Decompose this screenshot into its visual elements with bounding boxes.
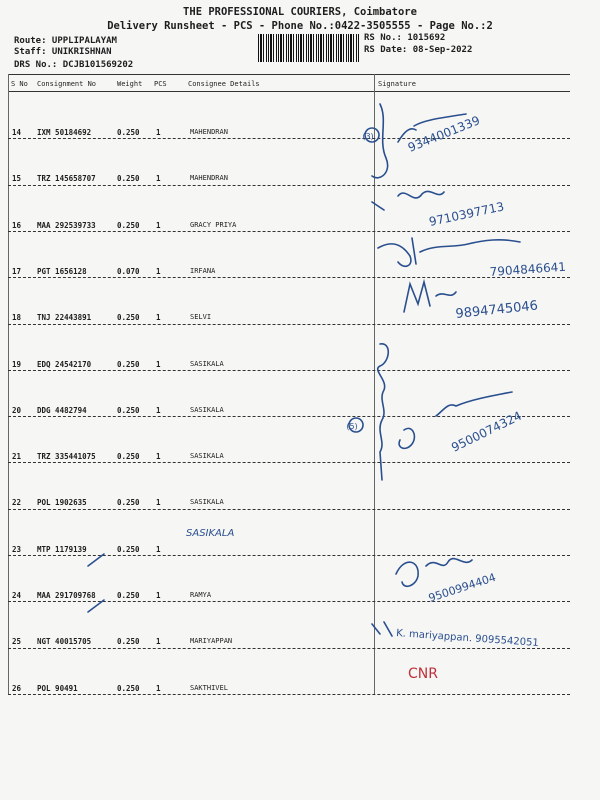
row-divider: [8, 324, 570, 325]
document-title: THE PROFESSIONAL COURIERS, Coimbatore: [183, 6, 417, 18]
row-consignee: MAHENDRAN: [190, 128, 228, 136]
row-divider: [8, 601, 570, 602]
row-pcs: 1: [156, 498, 161, 508]
handwritten-name-phone: K. mariyappan. 9095542051: [395, 628, 540, 649]
col-header-signature: Signature: [378, 80, 416, 88]
row-weight: 0.250: [117, 405, 140, 415]
col-header-pcs: PCS: [154, 80, 167, 88]
row-divider: [8, 462, 570, 463]
row-consignee: SASIKALA: [190, 405, 224, 414]
handwritten-circled-number: (5): [346, 422, 358, 431]
row-sno: 22: [12, 498, 22, 508]
row-divider: [8, 277, 570, 278]
row-consignee: MARIYAPPAN: [190, 637, 233, 646]
row-consignment: DDG 4482794: [37, 405, 87, 415]
row-consignment: MAA 291709768: [37, 591, 96, 600]
row-consignee: MAHENDRAN: [190, 174, 228, 183]
row-sno: 21: [12, 452, 22, 462]
handwritten-phone: 9894745046: [454, 298, 539, 322]
row-weight: 0.250: [117, 174, 140, 184]
row-sno: 18: [12, 313, 22, 323]
handwritten-circled-number: (3): [362, 132, 374, 141]
row-consignment: TNJ 22443891: [37, 313, 92, 323]
col-header-sno: S No: [11, 80, 28, 88]
row-pcs: 1: [156, 174, 161, 184]
signature-stroke: [399, 392, 512, 448]
row-consignee: SASIKALA: [190, 452, 224, 461]
signature-stroke: [372, 622, 392, 636]
row-consignment: IXM 50184692: [37, 128, 92, 137]
row-divider: [8, 370, 570, 371]
row-weight: 0.070: [117, 266, 140, 276]
row-sno: 25: [12, 637, 22, 647]
row-consignee: SELVI: [190, 313, 212, 322]
handwritten-phone: 9500994404: [426, 570, 498, 605]
handwritten-name: SASIKALA: [186, 528, 235, 539]
row-weight: 0.250: [117, 359, 140, 369]
row-divider: [8, 694, 570, 695]
handwritten-cnr-mark: CNR: [408, 666, 438, 682]
row-divider: [8, 138, 570, 139]
row-consignee: GRACY PRIYA: [190, 220, 237, 229]
row-pcs: 1: [156, 313, 161, 323]
row-pcs: 1: [156, 452, 161, 462]
row-pcs: 1: [156, 683, 161, 693]
row-weight: 0.250: [117, 637, 140, 647]
row-consignee: IRFANA: [190, 266, 216, 275]
signature-stroke: [378, 344, 389, 480]
row-sno: 16: [12, 220, 22, 230]
row-divider: [8, 509, 570, 510]
row-sno: 17: [12, 266, 22, 276]
row-sno: 26: [12, 683, 22, 693]
row-consignment: POL 90491: [37, 683, 78, 693]
row-consignment: MAA 292539733: [37, 220, 96, 230]
row-weight: 0.250: [117, 544, 140, 554]
row-weight: 0.250: [117, 452, 140, 462]
signature-stroke: [372, 191, 444, 210]
row-pcs: 1: [156, 128, 161, 137]
handwritten-phone: 9500074324: [449, 408, 524, 455]
rs-number: RS No.: 1015692: [364, 33, 446, 43]
handwritten-phone: 9344001339: [405, 113, 482, 155]
row-consignment: NGT 40015705: [37, 637, 92, 647]
drs-number: DRS No.: DCJB101569202: [14, 60, 134, 70]
row-divider: [8, 416, 570, 417]
signature-stroke: [378, 238, 520, 266]
table-header-border: [8, 91, 570, 92]
handwritten-phone: 9710397713: [427, 199, 506, 229]
col-header-consignment: Consignment No: [37, 80, 97, 88]
row-consignee: SASIKALA: [190, 359, 224, 368]
row-pcs: 1: [156, 359, 161, 369]
row-sno: 23: [12, 544, 22, 554]
row-consignment: EDQ 24542170: [37, 359, 92, 369]
row-weight: 0.250: [117, 498, 140, 508]
encircled-mark: [365, 128, 379, 142]
encircled-mark: [349, 418, 363, 432]
row-consignment: POL 1902635: [37, 498, 87, 508]
row-sno: 24: [12, 591, 22, 600]
row-pcs: 1: [156, 405, 161, 415]
row-sno: 19: [12, 359, 22, 369]
row-divider: [8, 231, 570, 232]
route-label: Route: UPPLIPALAYAM: [14, 36, 117, 46]
runsheet-subtitle: Delivery Runsheet - PCS - Phone No.:0422-3505555 - Page No.:2: [107, 20, 493, 32]
row-divider: [8, 648, 570, 649]
row-weight: 0.250: [117, 683, 140, 693]
col-header-weight: Weight: [117, 80, 143, 88]
row-weight: 0.250: [117, 128, 140, 137]
signature-stroke: [404, 282, 456, 312]
row-consignment: PGT 1656128: [37, 266, 87, 276]
rs-date: RS Date: 08-Sep-2022: [364, 45, 473, 55]
row-pcs: 1: [156, 637, 161, 647]
col-header-consignee: Consignee Details: [188, 80, 260, 88]
row-sno: 20: [12, 405, 22, 415]
row-sno: 15: [12, 174, 22, 184]
row-sno: 14: [12, 128, 22, 137]
row-pcs: 1: [156, 544, 161, 554]
barcode: [258, 34, 360, 62]
signature-stroke: [396, 559, 472, 587]
row-weight: 0.250: [117, 591, 140, 600]
row-weight: 0.250: [117, 313, 140, 323]
table-top-border: [8, 74, 570, 75]
row-consignment: MTP 1179139: [37, 544, 87, 554]
handwritten-phone: 7904846641: [489, 259, 567, 279]
row-consignment: TRZ 145658707: [37, 174, 96, 184]
row-divider: [8, 185, 570, 186]
row-weight: 0.250: [117, 220, 140, 230]
row-pcs: 1: [156, 591, 161, 600]
row-pcs: 1: [156, 266, 161, 276]
row-consignee: SAKTHIVEL: [190, 683, 228, 692]
staff-label: Staff: UNIKRISHNAN: [14, 47, 112, 57]
row-divider: [8, 555, 570, 556]
row-pcs: 1: [156, 220, 161, 230]
row-consignee: SASIKALA: [190, 498, 224, 507]
row-consignee: RAMYA: [190, 591, 212, 599]
row-consignment: TRZ 335441075: [37, 452, 96, 462]
